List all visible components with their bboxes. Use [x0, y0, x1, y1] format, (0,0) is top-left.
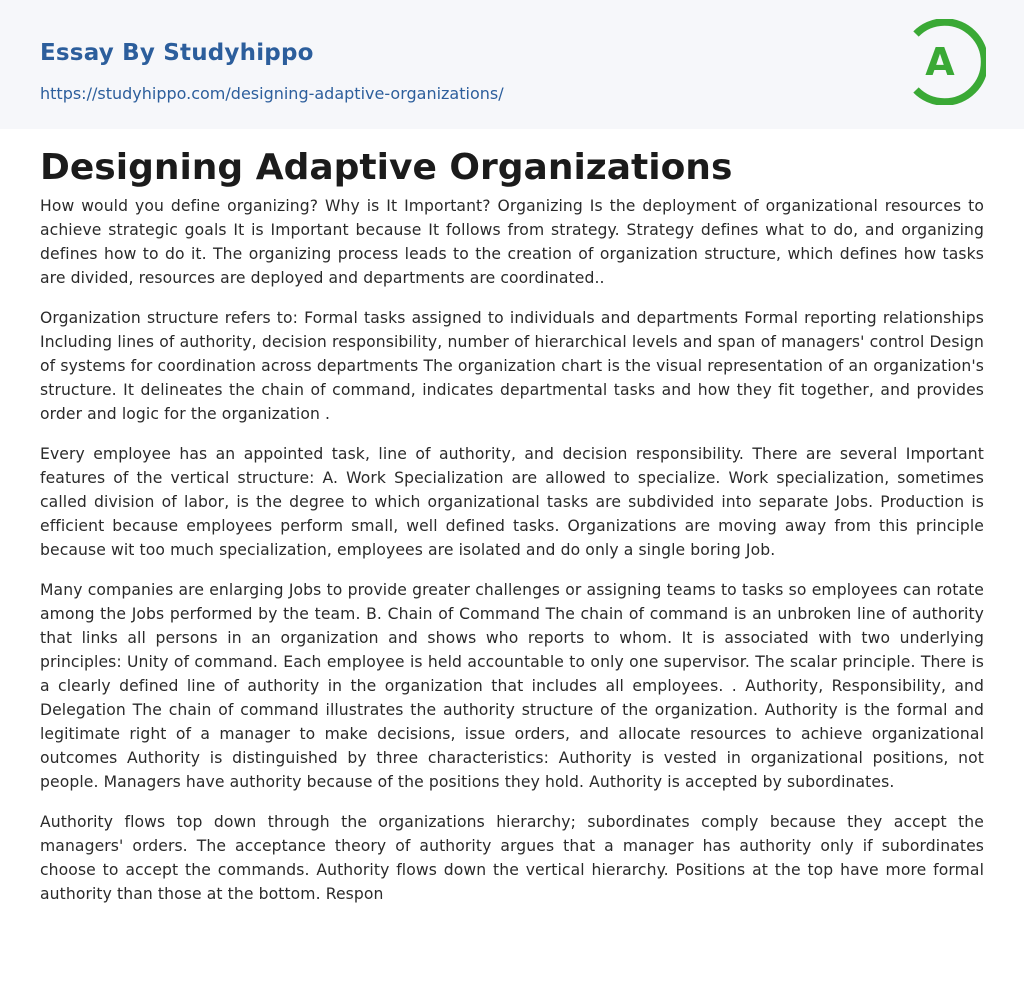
page-title: Designing Adaptive Organizations	[40, 147, 733, 188]
studyhippo-logo[interactable]	[912, 19, 986, 105]
paragraph: Many companies are enlarging Jobs to provide greater challenges or assigning teams to tasks so employees can rotate among the Jobs performed by the team. B. Chain of Command The chain of command is an unbroken line of authority that links all persons in an organization and shows who reports to whom. It is associated with two underlying principles: Unity of command. Each employee is held accountable to only one supervisor. The scalar principle. There is a clearly defined line of authority in the organization that includes all employees. . Authority, Responsibility, and Delegation The chain of command illustrates the authority structure of the organization. Authority is the formal and legitimate right of a manager to make decisions, issue orders, and allocate resources to achieve organizational outcomes Authority is distinguished by three characteristics: Authority is vested in organizational positions, not people. Managers have authority because of the positions they hold. Authority is accepted by subordinates.	[40, 581, 984, 791]
paragraph: How would you define organizing? Why is It Important? Organizing Is the deployment of organizational resources to achieve strategic goals It is Important because It follows from strategy. Strategy defines what to do, and organizing defines how to do it. The organizing process leads to the creation of organization structure, which defines how tasks are divided, resources are deployed and departments are coordinated..	[40, 197, 984, 287]
essay-url-link[interactable]: https://studyhippo.com/designing-adaptive-organizations/	[40, 84, 504, 103]
paragraph: Organization structure refers to: Formal tasks assigned to individuals and departments Formal reporting relationships Including lines of authority, decision responsibility, number of hierarchical levels and span of managers' control Design of systems for coordination across departments The organization chart is the visual representation of an organization's structure. It delineates the chain of command, indicates departmental tasks and how they fit together, and provides order and logic for the organization .	[40, 309, 984, 423]
paragraph: Authority flows top down through the organizations hierarchy; subordinates comply because they accept the managers' orders. The acceptance theory of authority argues that a manager has authority only if subordinates choose to accept the commands. Authority flows down the vertical hierarchy. Positions at the top have more formal authority than those at the bottom. Respon	[40, 813, 984, 903]
logo-letter: A	[925, 40, 955, 84]
paragraph: Every employee has an appointed task, line of authority, and decision responsibility. There are several Important features of the vertical structure: A. Work Specialization are allowed to specialize. Work specialization, sometimes called division of labor, is the degree to which organizational tasks are subdivided into separate Jobs. Production is efficient because employees perform small, well defined tasks. Organizations are moving away from this principle because wit too much specialization, employees are isolated and do only a single boring Job.	[40, 445, 984, 559]
article-body	[40, 194, 984, 922]
logo-a-icon	[912, 19, 986, 105]
brand-title[interactable]: Essay By Studyhippo	[40, 40, 314, 66]
